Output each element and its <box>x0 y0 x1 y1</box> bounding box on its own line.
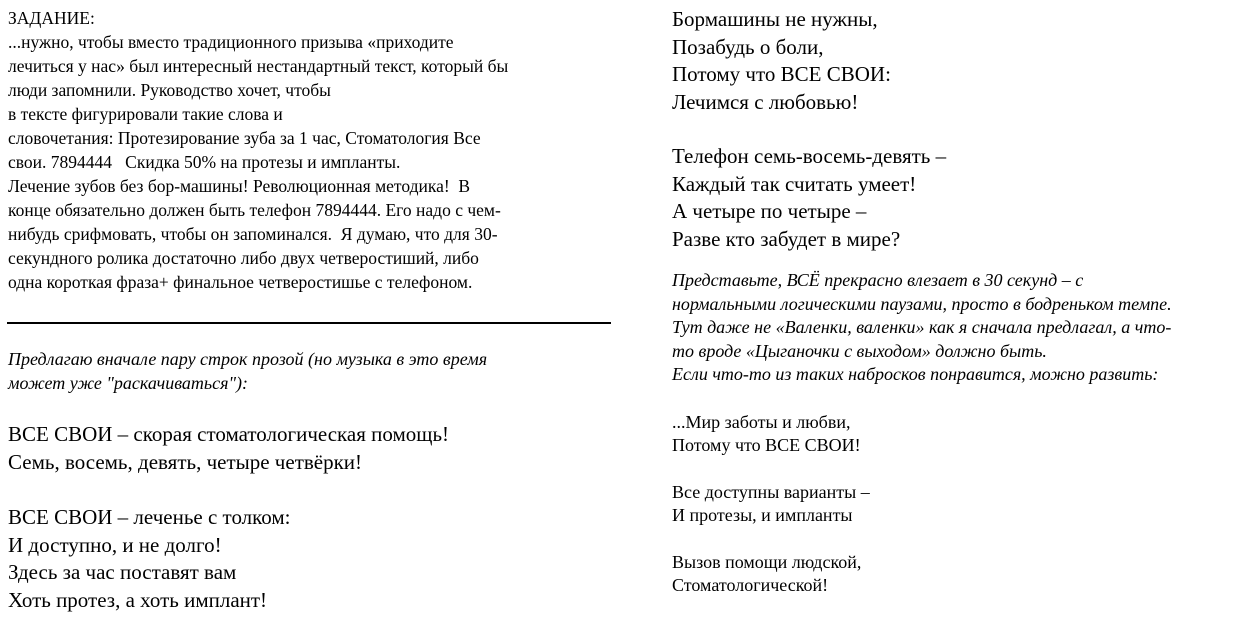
comment-line: нормальными логическими паузами, просто в бодреньком темпе. <box>672 293 1172 314</box>
verse-block <box>672 0 1257 116</box>
verse-block <box>8 421 618 476</box>
verse-line: Лечимся с любовью! <box>672 89 859 114</box>
verse-line: Каждый так считать умеет! <box>672 171 917 196</box>
intro-line: может уже "раскачиваться"): <box>8 372 248 393</box>
verse-block <box>672 481 1257 528</box>
verse-block <box>8 504 618 614</box>
verse-line: Все доступны варианты – <box>672 481 870 502</box>
intro-line: Предлагаю вначале пару строк прозой (но музыка в это время <box>8 349 488 369</box>
comment-line: Тут даже не «Валенки, валенки» как я сначала предлагал, а что- <box>672 317 1172 337</box>
intro-block <box>8 348 618 395</box>
verse-line: И доступно, и не долго! <box>8 532 222 557</box>
verse-line: ...Мир заботы и любви, <box>672 411 851 432</box>
verse-line: Телефон семь-восемь-девять – <box>672 144 947 168</box>
task-line: секундного ролика достаточно либо двух четверостиший, либо <box>8 248 479 268</box>
verse-line: Хоть протез, а хоть имплант! <box>8 587 268 612</box>
verse-line: А четыре по четыре – <box>672 199 867 223</box>
task-line: словочетания: Протезирование зуба за 1 час, Стоматология Все <box>8 128 481 148</box>
verse-block <box>672 551 1257 598</box>
task-line: лечиться у нас» был интересный нестандартный текст, который бы <box>8 56 509 76</box>
verse-line: Разве кто забудет в мире? <box>672 226 901 251</box>
task-line: люди запомнили. Руководство хочет, чтобы <box>8 80 331 100</box>
task-line: свои. 7894444 Скидка 50% на протезы и импланты. <box>8 152 401 172</box>
task-block <box>8 0 618 294</box>
verse-line: Стоматологической! <box>672 575 829 595</box>
verse-line: Вызов помощи людской, <box>672 551 862 572</box>
comment-line: Представьте, ВСЁ прекрасно влезает в 30 секунд – с <box>672 270 1084 290</box>
task-line: нибудь срифмовать, чтобы он запоминался. Я думаю, что для 30- <box>8 224 498 244</box>
verse-line: Потому что ВСЕ СВОИ: <box>672 62 891 86</box>
verse-line: ВСЕ СВОИ – скорая стоматологическая помощь! <box>8 422 450 446</box>
task-line: ...нужно, чтобы вместо традиционного призыва «приходите <box>8 32 454 52</box>
task-line: в тексте фигурировали такие слова и <box>8 104 283 124</box>
left-column <box>8 0 618 614</box>
verse-line: Позабудь о боли, <box>672 34 824 59</box>
comment-block <box>672 269 1257 387</box>
verse-line: Семь, восемь, девять, четыре четвёрки! <box>8 449 363 474</box>
verse-line: И протезы, и импланты <box>672 505 853 525</box>
verse-line: Потому что ВСЕ СВОИ! <box>672 435 861 455</box>
verse-line: Здесь за час поставят вам <box>8 560 237 584</box>
comment-line: Если что-то из таких набросков понравится, можно развить: <box>672 364 1159 384</box>
separator-line <box>7 322 611 324</box>
right-column <box>672 0 1257 598</box>
verse-block <box>672 143 1257 253</box>
task-heading: ЗАДАНИЕ: <box>8 8 95 28</box>
task-line: одна короткая фраза+ финальное четверостишье с телефоном. <box>8 272 473 292</box>
verse-line: ВСЕ СВОИ – леченье с толком: <box>8 505 291 529</box>
comment-line: то вроде «Цыганочки с выходом» должно быть. <box>672 340 1047 361</box>
task-line: Лечение зубов без бор-машины! Революционная методика! В <box>8 176 471 196</box>
task-line: конце обязательно должен быть телефон 7894444. Его надо с чем- <box>8 200 501 220</box>
verse-block <box>672 411 1257 458</box>
verse-line: Бормашины не нужны, <box>672 7 878 31</box>
